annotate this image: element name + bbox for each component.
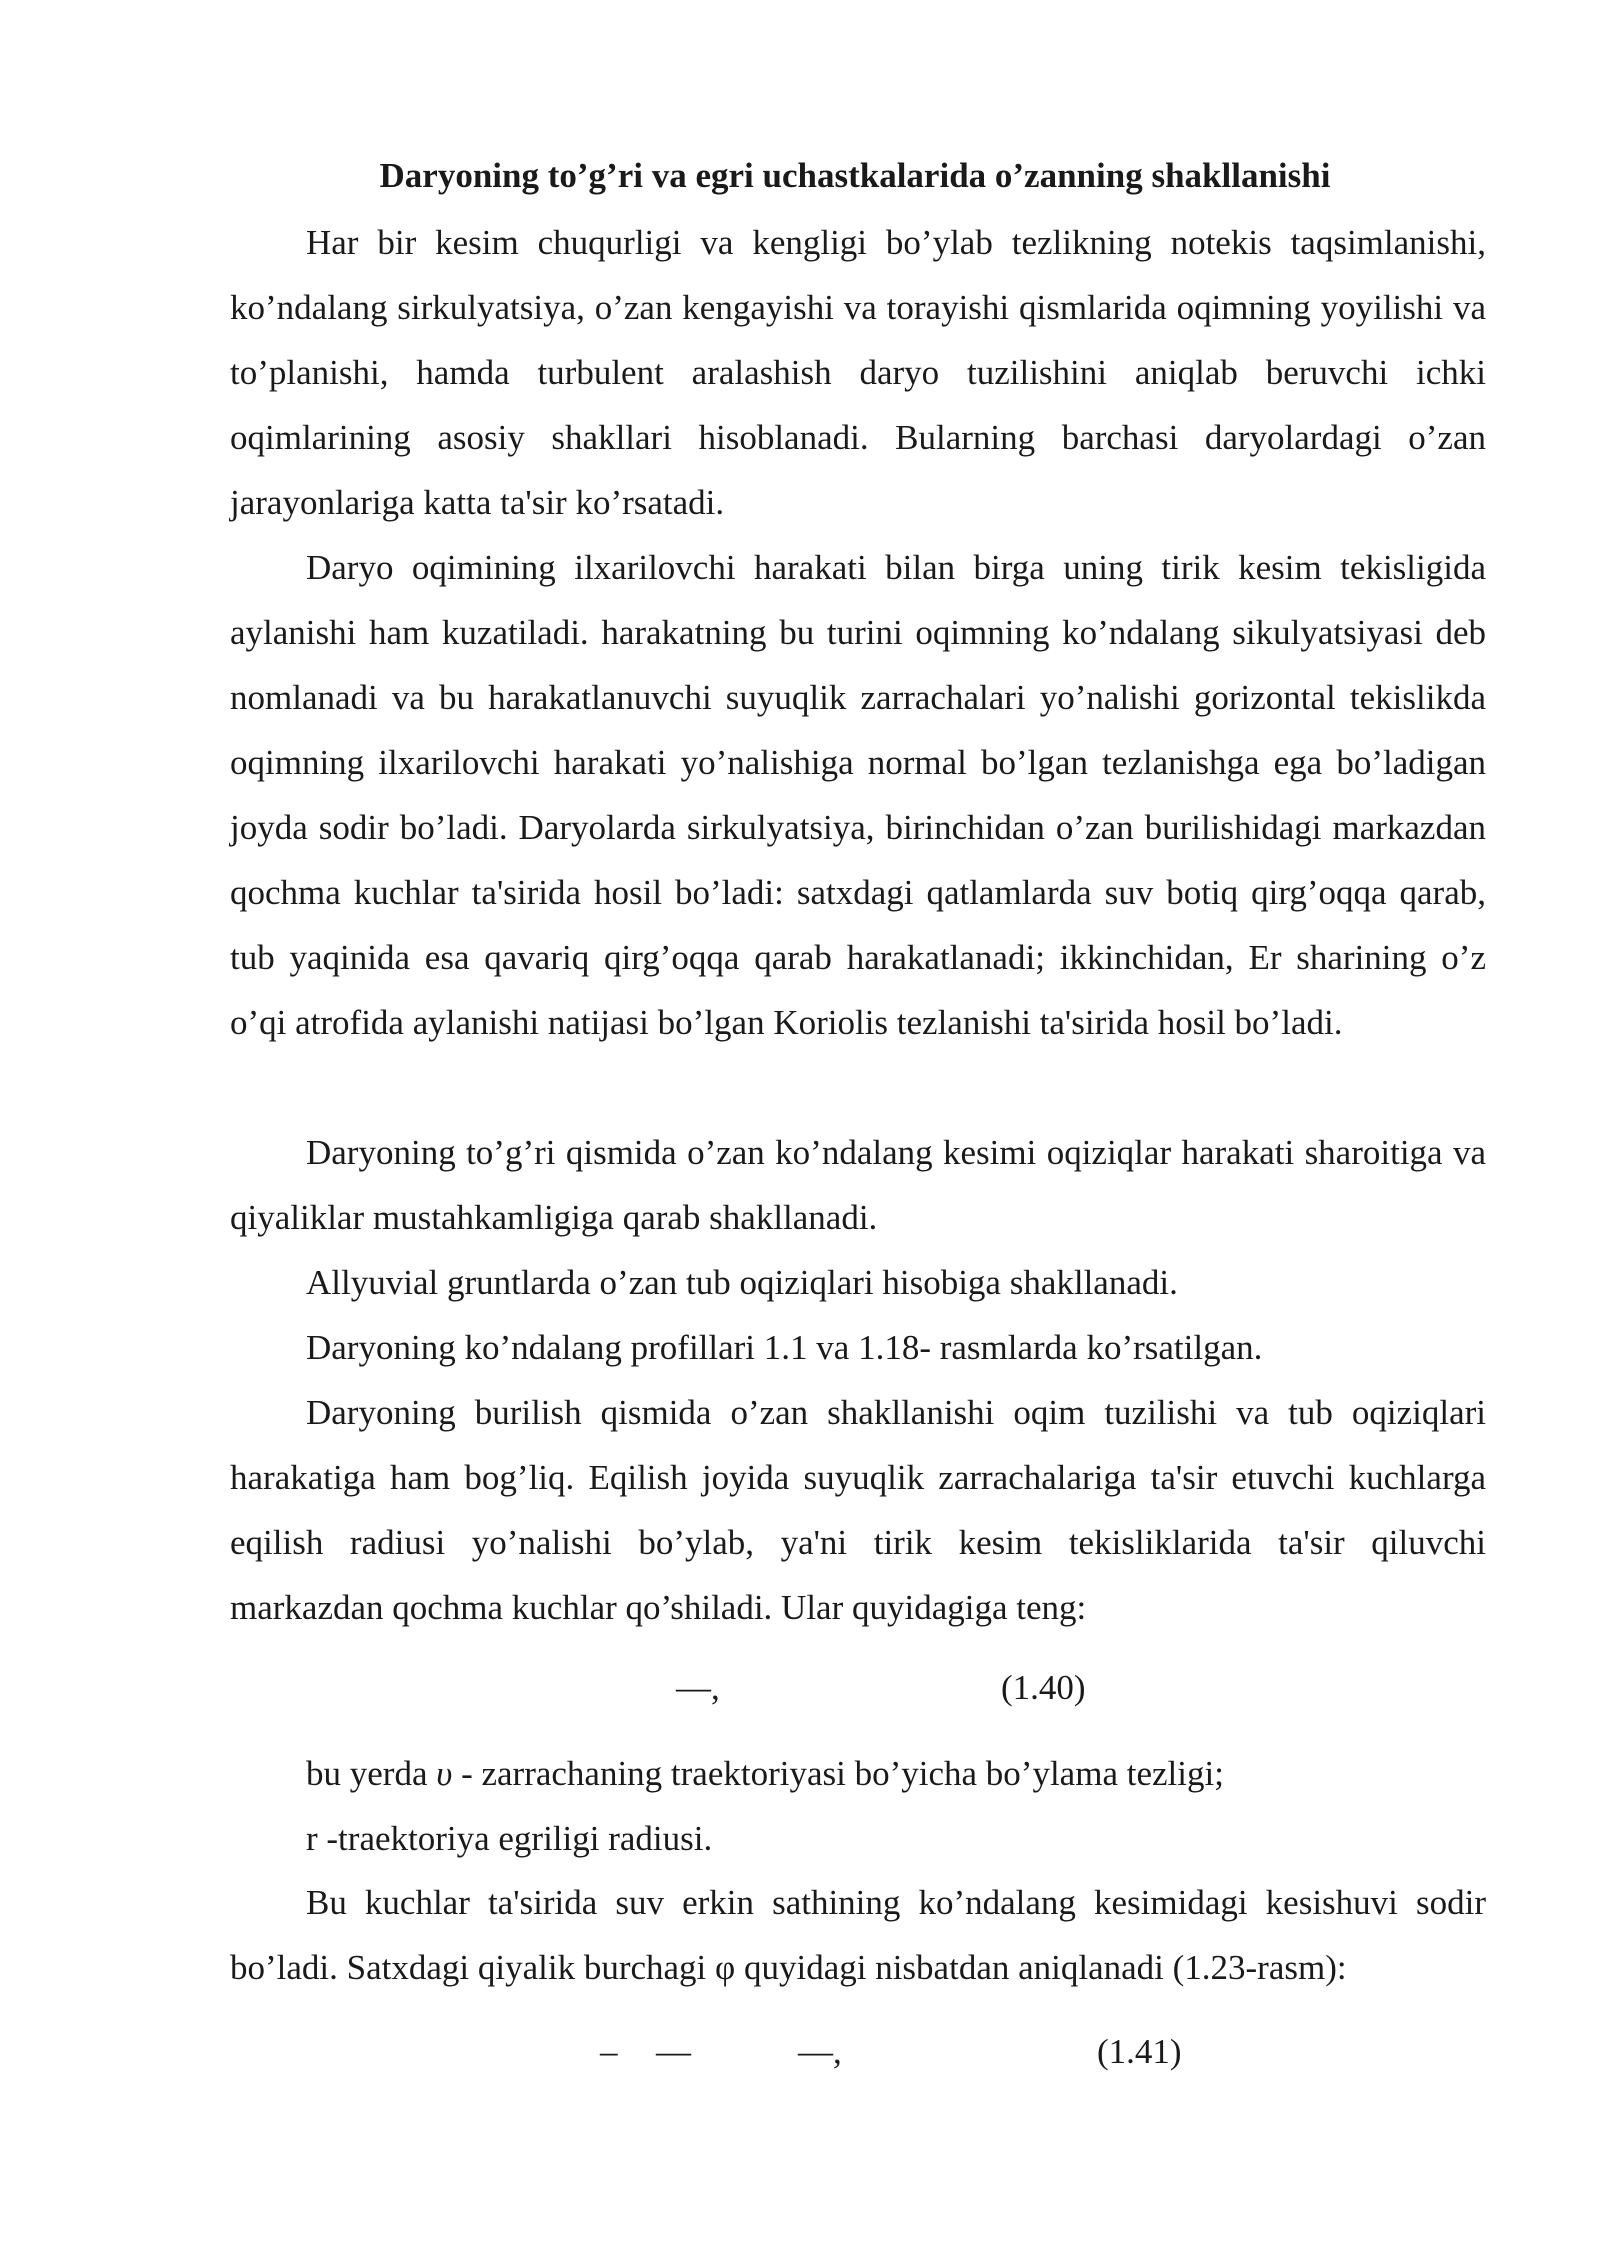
- section-title: Daryoning to’g’ri va egri uchastkalarida o’zanning shakllanishi: [379, 156, 1331, 195]
- equation-fraction: —,: [798, 2032, 842, 2071]
- paragraph-2: Daryo oqimining ilxarilovchi harakati bilan birga uning tirik kesim tekisligida aylanishi ham kuzatiladi. harakatning bu turini oqimning ko’ndalang sikulyatsiyasi deb nomlanadi va bu harakatlanuvchi suyuqlik zarrachalari yo’nalishi gorizontal tekislikda oqimning ilxarilovchi harakati yo’nalishiga normal bo’lgan tezlanishga ega bo’ladigan joyda sodir bo’ladi. Daryolarda sirkulyatsiya, birinchidan o’zan burilishidagi markazdan qochma kuchlar ta'sirida hosil bo’ladi: satxdagi qatlamlarda suv botiq qirg’oqqa qarab, tub yaqinida esa qavariq qirg’oqqa qarab harakatlanadi; ikkinchidan, Er sharining o’z o’qi atrofida aylanishi natijasi bo’lgan Koriolis tezlanishi ta'sirida hosil bo’ladi.: [230, 548, 1486, 1042]
- velocity-symbol: υ: [436, 1754, 453, 1793]
- paragraph-5: Daryoning ko’ndalang profillari 1.1 va 1.18- rasmlarda ko’rsatilgan.: [306, 1328, 1263, 1367]
- definition-radius: r -traektoriya egriligi radiusi.: [306, 1819, 713, 1858]
- paragraph-6: Daryoning burilish qismida o’zan shakllanishi oqim tuzilishi va tub oqiziqlari harakatiga ham bog’liq. Eqilish joyida suyuqlik zarrachalariga ta'sir etuvchi kuchlarga eqilish radiusi yo’nalishi bo’ylab, ya'ni tirik kesim tekisliklarida ta'sir qiluvchi markazdan qochma kuchlar qo’shiladi. Ular quyidagiga teng:: [230, 1393, 1486, 1627]
- equation-number: (1.41): [1097, 2032, 1182, 2071]
- paragraph-4: Allyuvial gruntlarda o’zan tub oqiziqlari hisobiga shakllanadi.: [306, 1263, 1178, 1302]
- equation-number: (1.40): [1001, 1668, 1086, 1707]
- equation-fraction: —: [656, 2032, 691, 2071]
- paragraph-7: Bu kuchlar ta'sirida suv erkin sathining ko’ndalang kesimidagi kesishuvi sodir bo’ladi. Satxdagi qiyalik burchagi φ quyidagi nisbatdan aniqlanadi (1.23-rasm):: [230, 1883, 1486, 1987]
- paragraph-3: Daryoning to’g’ri qismida o’zan ko’ndalang kesimi oqiziqlar harakati sharoitiga va qiyaliklar mustahkamligiga qarab shakllanadi.: [230, 1133, 1486, 1237]
- definition-velocity: [306, 1748, 1224, 1800]
- definition-text: bu yerda: [306, 1754, 437, 1793]
- equation-dash: –: [600, 2032, 618, 2071]
- paragraph-1: Har bir kesim chuqurligi va kengligi bo’ylab tezlikning notekis taqsimlanishi, ko’ndalang sirkulyatsiya, o’zan kengayishi va torayishi qismlarida oqimning yoyilishi va to’planishi, hamda turbulent aralashish daryo tuzilishini aniqlab beruvchi ichki oqimlarining asosiy shakllari hisoblanadi. Bularning barchasi daryolardagi o’zan jarayonlariga katta ta'sir ko’rsatadi.: [230, 223, 1486, 522]
- equation-fraction: —,: [676, 1668, 720, 1707]
- definition-text: - zarrachaning traektoriyasi bo’yicha bo’ylama tezligi;: [452, 1754, 1224, 1793]
